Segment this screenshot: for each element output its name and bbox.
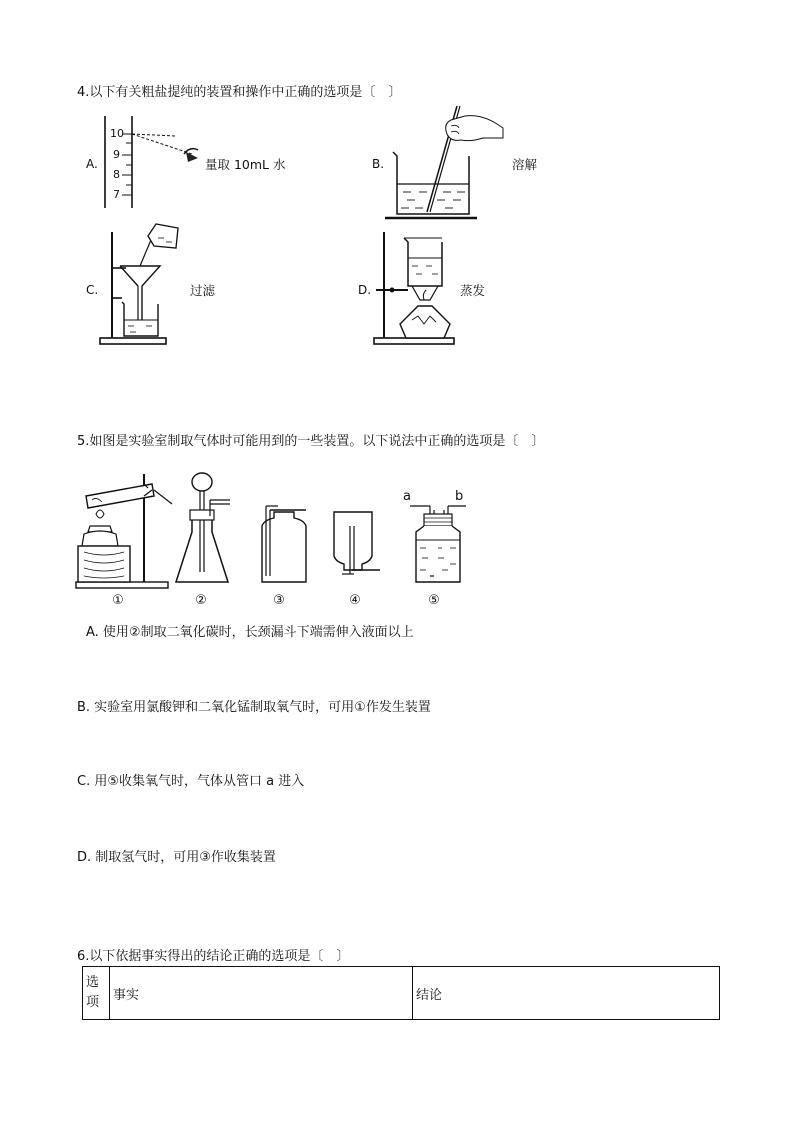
table-row bbox=[83, 967, 720, 1020]
apparatus-4 bbox=[334, 512, 380, 574]
cylinder-tick-8: 8 bbox=[113, 168, 120, 181]
beaker-stirring-figure bbox=[385, 104, 505, 222]
apparatus-number-2: ② bbox=[195, 593, 207, 608]
q6-stem: 6.以下依据事实得出的结论正确的选项是〔 〕 bbox=[77, 949, 350, 964]
apparatus-3 bbox=[262, 506, 306, 582]
filtration-figure bbox=[96, 220, 186, 348]
apparatus-number-5: ⑤ bbox=[428, 593, 440, 608]
apparatus-number-1: ① bbox=[112, 593, 124, 608]
cylinder-tick-10: 10 bbox=[110, 127, 124, 140]
hand-icon bbox=[446, 116, 503, 141]
q4-option-c-caption: 过滤 bbox=[190, 283, 216, 298]
q6-table bbox=[82, 966, 720, 1020]
eye-icon bbox=[184, 149, 198, 162]
q4-option-a-letter: A. bbox=[86, 157, 98, 171]
header-cell-option-line-2: 项 bbox=[86, 995, 100, 1010]
q4-option-d-caption: 蒸发 bbox=[460, 283, 486, 298]
q4-stem: 4.以下有关粗盐提纯的装置和操作中正确的选项是〔 〕 bbox=[77, 85, 402, 100]
q4-option-b-letter: B. bbox=[372, 157, 385, 171]
q4-option-a-caption: 量取 10mL 水 bbox=[205, 157, 286, 172]
apparatus-1 bbox=[76, 474, 172, 588]
apparatus-number-4: ④ bbox=[349, 593, 361, 608]
port-label-a: a bbox=[403, 489, 411, 504]
cylinder-tick-7: 7 bbox=[113, 188, 120, 201]
q5-option-b: B. 实验室用氯酸钾和二氧化锰制取氧气时，可用①作发生装置 bbox=[77, 700, 431, 715]
header-cell-conclusion: 结论 bbox=[413, 967, 720, 1020]
q4-option-b-caption: 溶解 bbox=[512, 157, 538, 172]
apparatus-2 bbox=[176, 473, 230, 582]
header-cell-fact: 事实 bbox=[110, 967, 413, 1020]
q5-option-a: A. 使用②制取二氧化碳时，长颈漏斗下端需伸入液面以上 bbox=[86, 625, 414, 640]
evaporation-figure bbox=[372, 228, 462, 346]
cylinder-tick-9: 9 bbox=[113, 148, 120, 161]
apparatus-number-3: ③ bbox=[273, 593, 285, 608]
q4-option-c-letter: C. bbox=[86, 283, 99, 297]
port-label-b: b bbox=[455, 489, 464, 504]
header-cell-option-line-1: 选 bbox=[86, 975, 100, 990]
q5-stem: 5.如图是实验室制取气体时可能用到的一些装置。以下说法中正确的选项是〔 〕 bbox=[77, 434, 545, 449]
gas-apparatus-figure bbox=[72, 466, 482, 594]
header-cell-option bbox=[83, 967, 110, 1020]
apparatus-5 bbox=[410, 506, 466, 582]
q4-option-d-letter: D. bbox=[358, 283, 372, 297]
q5-option-c: C. 用⑤收集氧气时，气体从管口 a 进入 bbox=[77, 774, 305, 789]
q5-option-d: D. 制取氢气时，可用③作收集装置 bbox=[77, 850, 276, 865]
